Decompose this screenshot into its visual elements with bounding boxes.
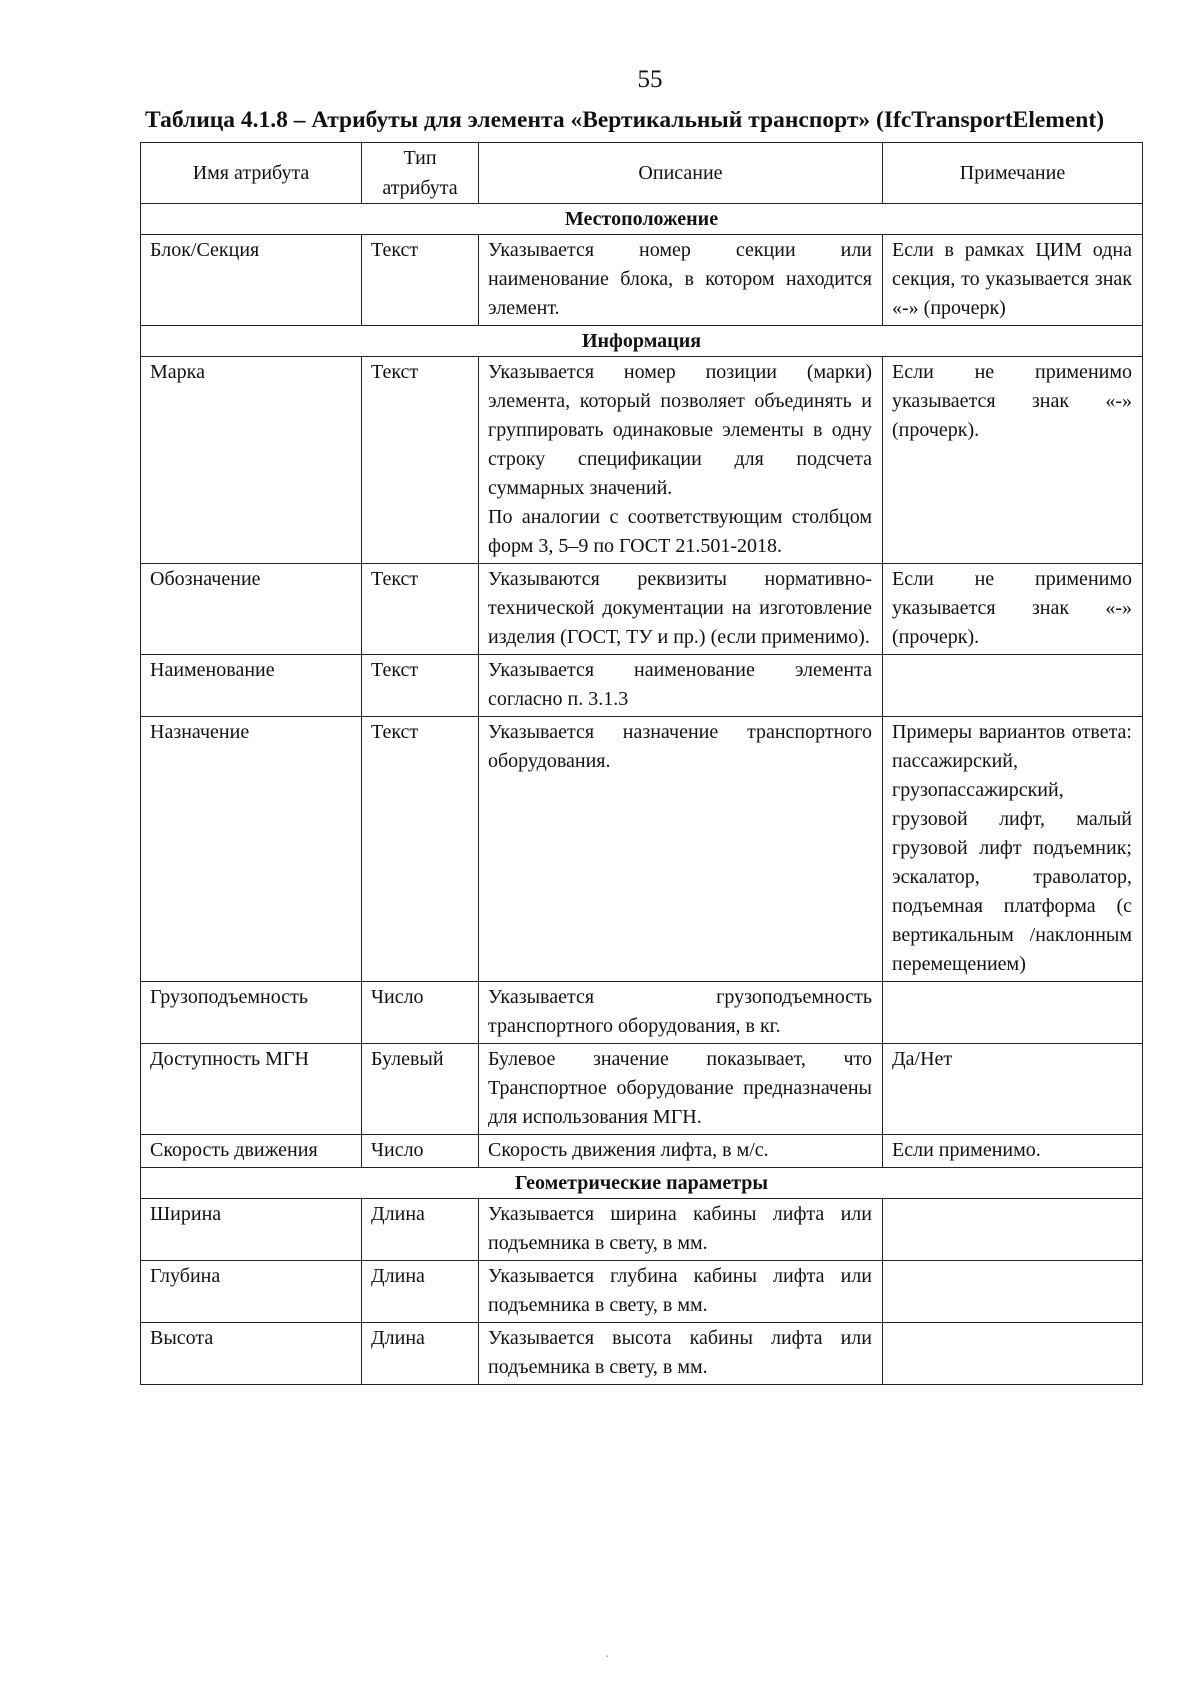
attribute-type-cell: Текст (362, 357, 479, 564)
attribute-type-cell: Текст (362, 655, 479, 717)
description-cell: Указывается номер секции или наименование блока, в котором находится элемент. (479, 235, 883, 326)
attribute-type-cell: Длина (362, 1323, 479, 1385)
header-row (141, 143, 1143, 204)
attribute-name-cell: Скорость движения (141, 1135, 362, 1168)
table-row (141, 357, 1143, 564)
note-cell: Если в рамках ЦИМ одна секция, то указывается знак «-» (прочерк) (883, 235, 1143, 326)
attribute-name-cell: Обозначение (141, 564, 362, 655)
section-title: Информация (141, 326, 1143, 357)
attribute-type-cell: Число (362, 982, 479, 1044)
note-cell: Если не применимо указывается знак «-» (прочерк). (883, 564, 1143, 655)
header-note: Примечание (883, 143, 1143, 204)
section-row (141, 1168, 1143, 1199)
description-cell: Указывается глубина кабины лифта или подъемника в свету, в мм. (479, 1261, 883, 1323)
attribute-type-cell: Текст (362, 564, 479, 655)
description-cell: Скорость движения лифта, в м/с. (479, 1135, 883, 1168)
attribute-name-cell: Грузоподъемность (141, 982, 362, 1044)
table-row (141, 564, 1143, 655)
attribute-name-cell: Блок/Секция (141, 235, 362, 326)
attribute-type-cell: Текст (362, 717, 479, 982)
attribute-name-cell: Наименование (141, 655, 362, 717)
description-cell: Указываются реквизиты нормативно-технической документации на изготовление изделия (ГОСТ, ТУ и пр.) (если применимо). (479, 564, 883, 655)
table-row (141, 1135, 1143, 1168)
description-cell: Указывается высота кабины лифта или подъемника в свету, в мм. (479, 1323, 883, 1385)
attribute-name-cell: Марка (141, 357, 362, 564)
description-cell: Указывается грузоподъемность транспортного оборудования, в кг. (479, 982, 883, 1044)
description-cell: Указывается ширина кабины лифта или подъемника в свету, в мм. (479, 1199, 883, 1261)
table-row (141, 1199, 1143, 1261)
header-attribute-type: Тип атрибута (362, 143, 479, 204)
attribute-name-cell: Глубина (141, 1261, 362, 1323)
table-row (141, 717, 1143, 982)
section-row (141, 326, 1143, 357)
description-cell (479, 357, 883, 564)
note-cell (883, 655, 1143, 717)
attributes-table (140, 142, 1143, 1385)
note-cell (883, 1199, 1143, 1261)
section-row (141, 204, 1143, 235)
description-extra-text: По аналогии с соответствующим столбцом форм 3, 5–9 по ГОСТ 21.501-2018. (488, 506, 872, 557)
attribute-name-cell: Назначение (141, 717, 362, 982)
table-row (141, 982, 1143, 1044)
section-title: Геометрические параметры (141, 1168, 1143, 1199)
description-cell: Указывается назначение транспортного оборудования. (479, 717, 883, 982)
header-attribute-name: Имя атрибута (141, 143, 362, 204)
note-cell (883, 982, 1143, 1044)
description-cell: Указывается наименование элемента согласно п. 3.1.3 (479, 655, 883, 717)
note-cell (883, 1261, 1143, 1323)
section-title: Местоположение (141, 204, 1143, 235)
table-row (141, 235, 1143, 326)
attribute-type-cell: Длина (362, 1199, 479, 1261)
note-cell: Примеры вариантов ответа: пассажирский, грузопассажирский, грузовой лифт, малый грузовой лифт подъемник; эскалатор, траволатор, подъемная платформа (с вертикальным /наклонным перемещением) (883, 717, 1143, 982)
header-description: Описание (479, 143, 883, 204)
table-caption: Таблица 4.1.8 – Атрибуты для элемента «Вертикальный транспорт» (IfcTransportElement) (145, 107, 1105, 133)
attribute-name-cell: Доступность МГН (141, 1044, 362, 1135)
attribute-type-cell: Число (362, 1135, 479, 1168)
description-text: Указывается номер позиции (марки) элемента, который позволяет объединять и группировать одинаковые элементы в одну строку спецификации для подсчета суммарных значений. (488, 361, 872, 499)
table-row (141, 1261, 1143, 1323)
attribute-type-cell: Текст (362, 235, 479, 326)
attribute-name-cell: Высота (141, 1323, 362, 1385)
note-cell: Если применимо. (883, 1135, 1143, 1168)
note-cell (883, 1323, 1143, 1385)
attribute-type-cell: Булевый (362, 1044, 479, 1135)
page-number: 55 (637, 66, 663, 93)
table-row (141, 655, 1143, 717)
table-header (141, 143, 1143, 204)
attribute-type-cell: Длина (362, 1261, 479, 1323)
note-cell: Если не применимо указывается знак «-» (прочерк). (883, 357, 1143, 564)
attribute-name-cell: Ширина (141, 1199, 362, 1261)
scan-speck: · (605, 1650, 610, 1665)
description-cell: Булевое значение показывает, что Транспортное оборудование предназначены для использования МГН. (479, 1044, 883, 1135)
note-cell: Да/Нет (883, 1044, 1143, 1135)
table-row (141, 1044, 1143, 1135)
table-row (141, 1323, 1143, 1385)
table-body (141, 204, 1143, 1385)
